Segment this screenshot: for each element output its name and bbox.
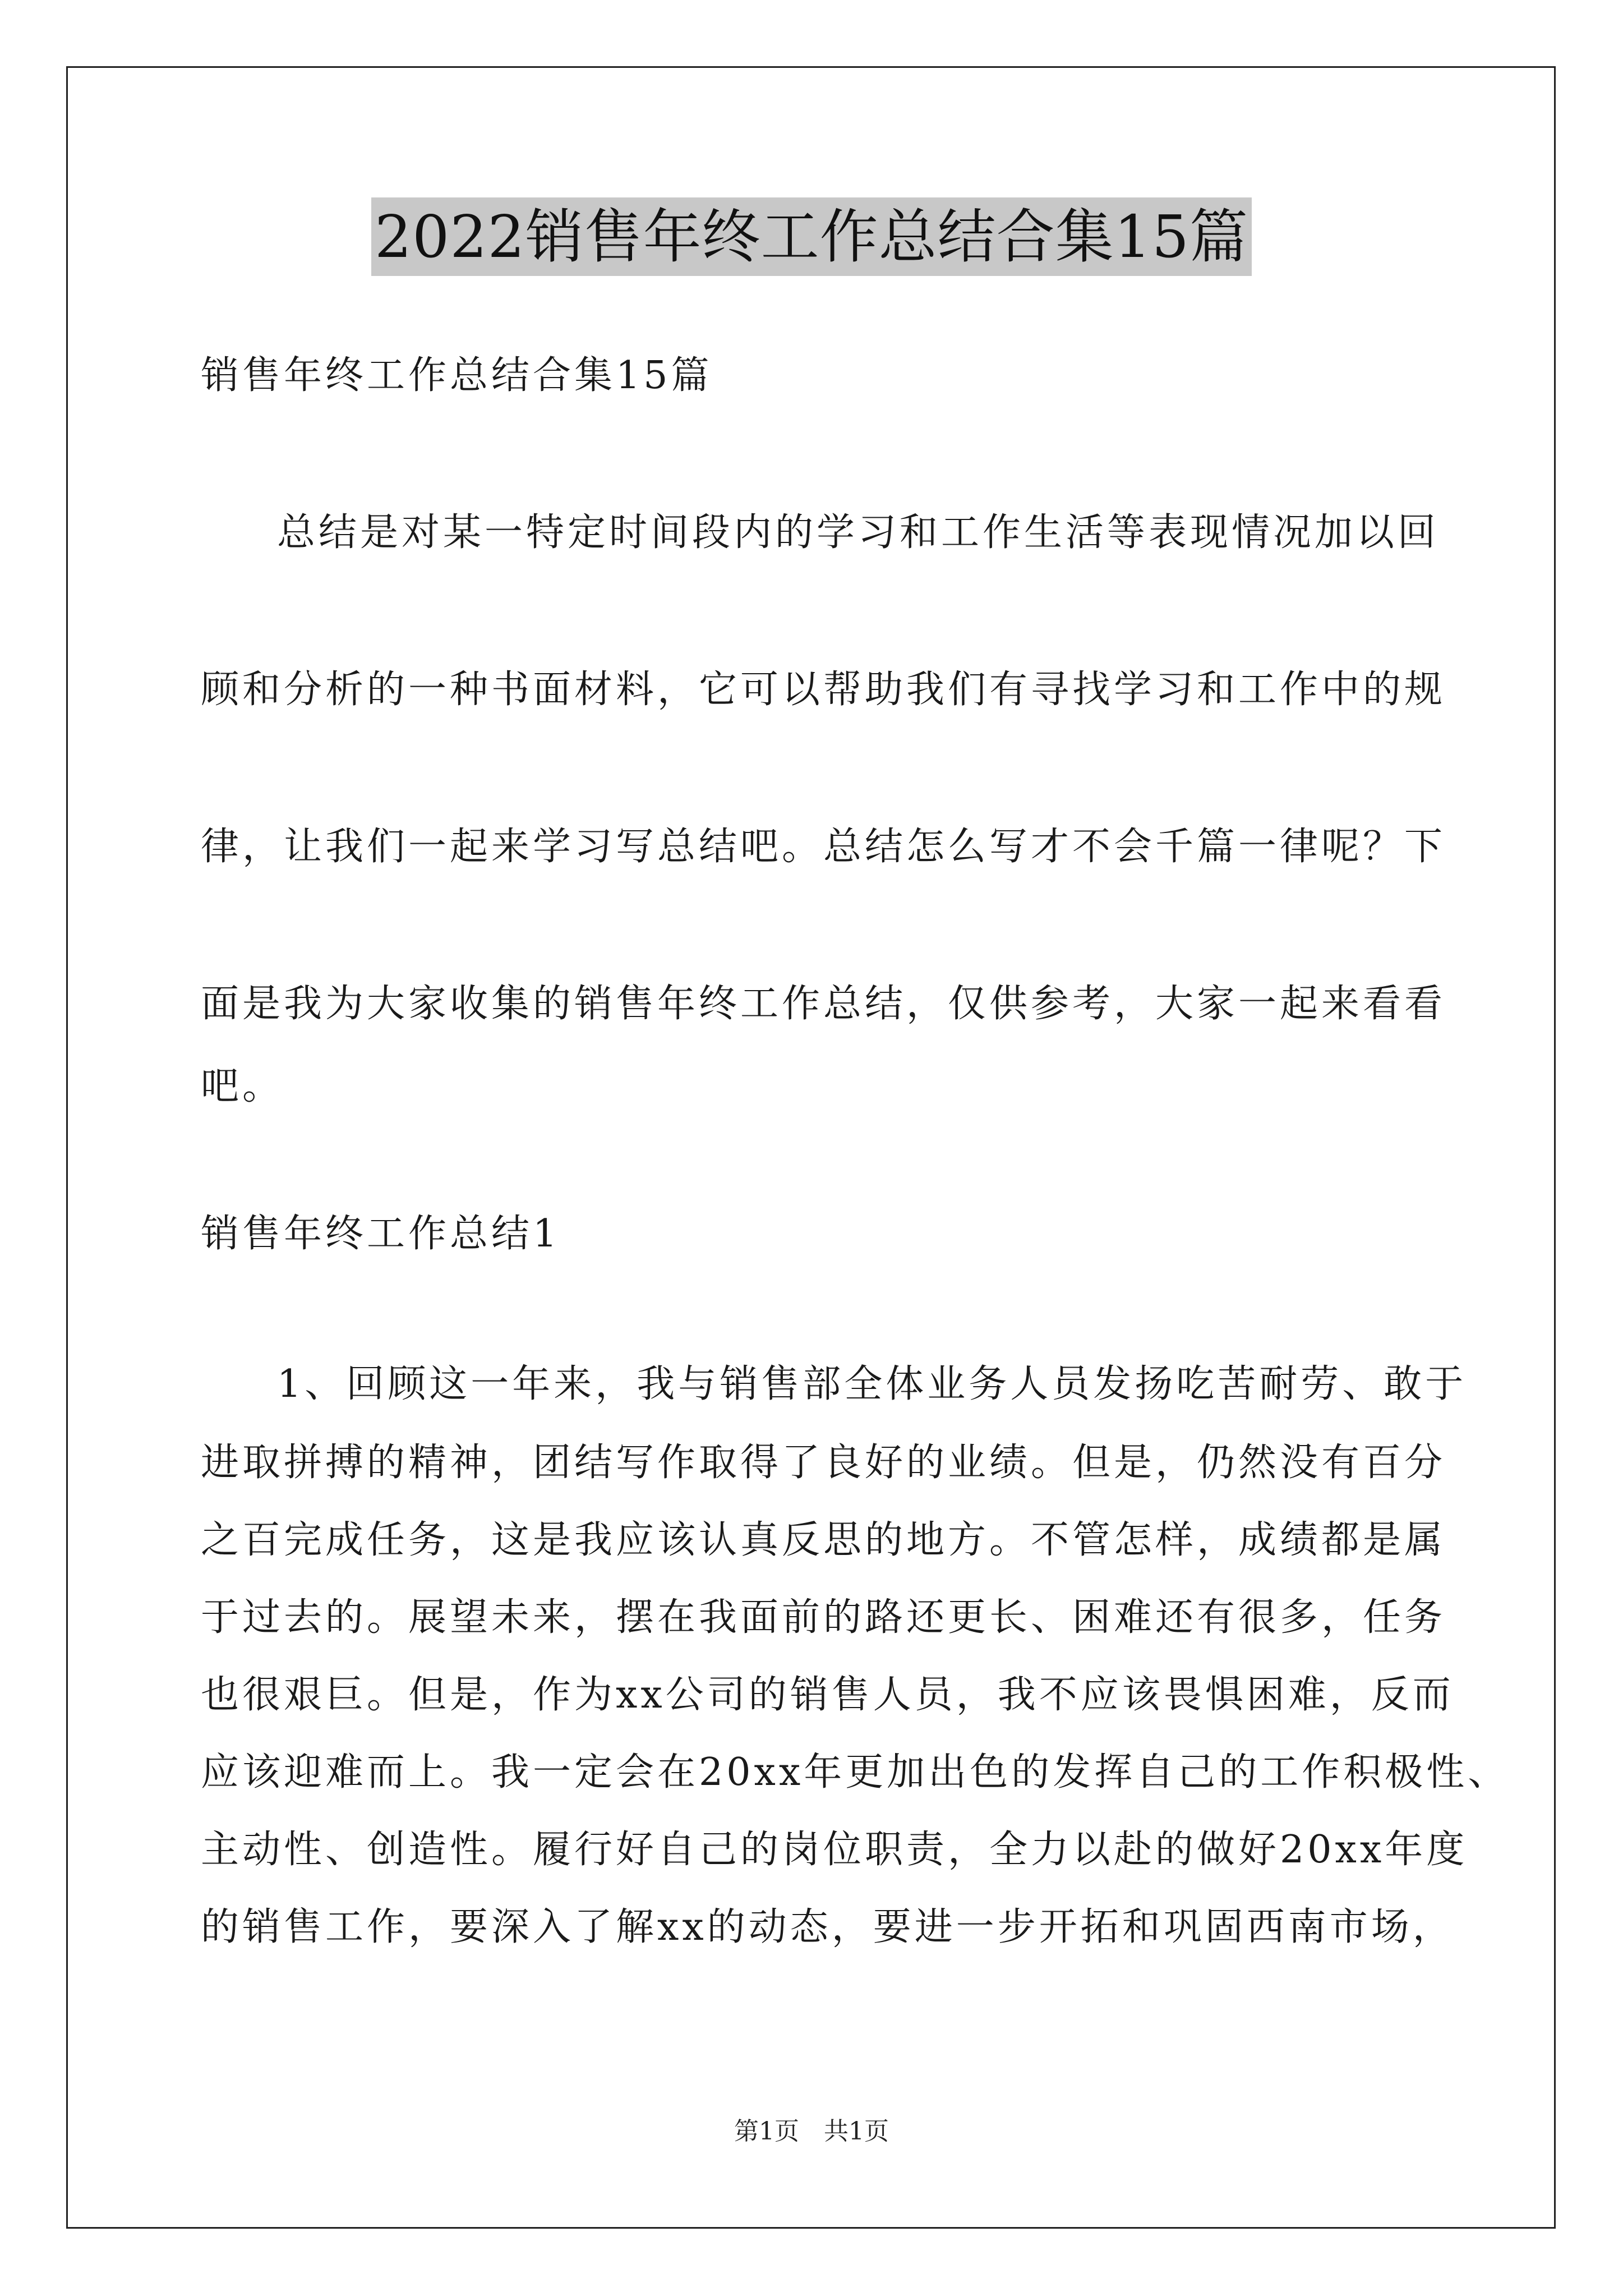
intro-line: 顾和分析的一种书面材料，它可以帮助我们有寻找学习和工作中的规 (201, 668, 1446, 712)
section-line: 进取拼搏的精神，团结写作取得了良好的业绩。但是，仍然没有百分 (201, 1441, 1446, 1485)
intro-line: 吧。 (201, 1064, 284, 1108)
section-line: 1、回顾这一年来，我与销售部全体业务人员发扬吃苦耐劳、敢于 (277, 1362, 1467, 1406)
section-line: 之百完成任务，这是我应该认真反思的地方。不管怎样，成绩都是属 (201, 1518, 1446, 1562)
section-line: 应该迎难而上。我一定会在20xx年更加出色的发挥自己的工作积极性、 (201, 1750, 1510, 1795)
section-line: 于过去的。展望未来，摆在我面前的路还更长、困难还有很多，任务 (201, 1595, 1446, 1640)
intro-line: 面是我为大家收集的销售年终工作总结，仅供参考，大家一起来看看 (201, 982, 1446, 1026)
document-title: 2022销售年终工作总结合集15篇 (371, 197, 1252, 276)
title-block (0, 197, 1623, 276)
intro-line: 律，让我们一起来学习写总结吧。总结怎么写才不会千篇一律呢？下 (201, 825, 1446, 869)
section-line: 也很艰巨。但是，作为xx公司的销售人员，我不应该畏惧困难，反而 (201, 1673, 1454, 1717)
intro-line: 总结是对某一特定时间段内的学习和工作生活等表现情况加以回 (277, 510, 1440, 555)
page-footer: 第1页 共1页 (734, 2117, 889, 2146)
section-line: 主动性、创造性。履行好自己的岗位职责，全力以赴的做好20xx年度 (201, 1828, 1468, 1872)
document-subtitle: 销售年终工作总结合集15篇 (201, 353, 713, 398)
section-line: 的销售工作，要深入了解xx的动态，要进一步开拓和巩固西南市场， (201, 1905, 1454, 1949)
section-heading: 销售年终工作总结1 (201, 1212, 561, 1256)
